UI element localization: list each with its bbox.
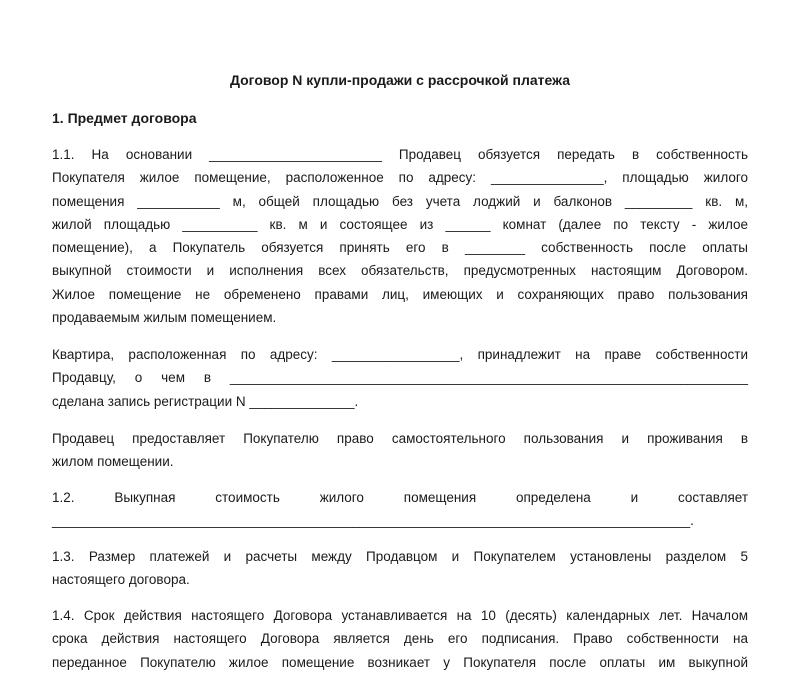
text-line: Покупателя жилое помещение, расположенное по адресу: _______________, площадью жилого <box>52 170 748 186</box>
text-line: 1.4. Срок действия настоящего Договора устанавливается на 10 (десять) календарных лет. Началом <box>52 608 748 623</box>
text-line: _____________________________________________________________________________________. <box>52 513 694 529</box>
section-heading: 1. Предмет договора <box>52 110 197 126</box>
text-line: жилом помещении. <box>52 454 174 470</box>
text-line: Квартира, расположенная по адресу: _________________, принадлежит на праве собственности <box>52 347 748 362</box>
text-line: жилой площадью __________ кв. м и состоящее из ______ комнат (далее по тексту - жилое <box>52 216 748 232</box>
paragraph-1-3 <box>52 545 748 592</box>
text-line: выкупной стоимости и исполнения всех обязательств, предусмотренных настоящим Договором. <box>52 263 748 279</box>
text-line: Продавец предоставляет Покупателю право самостоятельного пользования и проживания в <box>52 431 748 446</box>
text-line: переданное Покупателю жилое помещение возникает у Покупателя после оплаты им выкупной <box>52 654 748 670</box>
text-line: помещение), а Покупатель обязуется принять его в ________ собственность после оплаты <box>52 240 748 256</box>
paragraph-1-1 <box>52 143 748 329</box>
paragraph-apartment <box>52 343 748 413</box>
text-line: Жилое помещение не обременено правами лиц, имеющих и сохраняющих право пользования <box>52 286 748 302</box>
text-line: сделана запись регистрации N ______________. <box>52 393 359 409</box>
text-line: 1.3. Размер платежей и расчеты между Продавцом и Покупателем установлены разделом 5 <box>52 549 748 564</box>
text-line: продаваемым жилым помещением. <box>52 310 277 326</box>
text-line: настоящего договора. <box>52 572 190 588</box>
paragraph-1-4 <box>52 604 748 674</box>
text-line: 1.1. На основании _______________________ Продавец обязуется передать в собственность <box>52 147 748 162</box>
text-line: Продавцу, о чем в _____________________________________________________________________ <box>52 370 748 386</box>
document-title: Договор N купли-продажи с рассрочкой платежа <box>229 72 570 88</box>
text-line: помещения ___________ м, общей площадью без учета лоджий и балконов _________ кв. м, <box>52 193 748 209</box>
paragraph-1-2 <box>52 486 748 533</box>
text-line: срока действия настоящего Договора является день его подписания. Право собственности на <box>52 631 748 647</box>
text-line: 1.2. Выкупная стоимость жилого помещения определена и составляет <box>52 490 748 505</box>
paragraph-usage-right <box>52 427 748 474</box>
